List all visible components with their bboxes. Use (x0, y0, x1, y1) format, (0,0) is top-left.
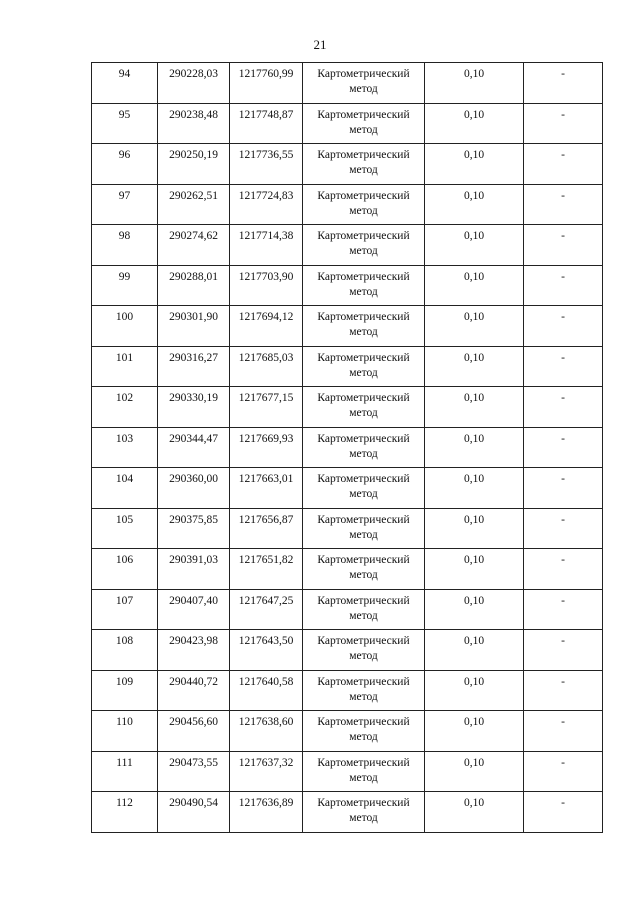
method-cell (303, 144, 425, 185)
table-row (92, 711, 603, 752)
note-cell (524, 184, 603, 225)
note: - (561, 756, 565, 769)
coordinate-y: 1217669,93 (238, 432, 294, 445)
method-line-1: Картометрический (317, 108, 410, 121)
table-row (92, 549, 603, 590)
coordinate-x: 290440,72 (169, 675, 218, 688)
table-row (92, 427, 603, 468)
coordinate-y: 1217636,89 (238, 797, 294, 809)
method-line-2: метод (349, 771, 378, 784)
accuracy: 0,10 (463, 311, 485, 323)
coordinate-x: 290344,47 (169, 432, 218, 445)
accuracy-cell (425, 427, 524, 468)
coordinate-y-cell (230, 508, 303, 549)
coordinate-y: 1217724,83 (238, 189, 294, 202)
coordinate-y: 1217714,38 (238, 230, 294, 242)
coordinate-y-cell (230, 792, 303, 833)
coordinate-x: 290262,51 (169, 189, 218, 202)
accuracy-cell (425, 711, 524, 752)
table-row (92, 346, 603, 387)
method-cell (303, 184, 425, 225)
accuracy: 0,10 (463, 270, 485, 283)
coordinate-y-cell (230, 63, 303, 104)
point-number: 104 (115, 473, 134, 485)
coordinates-table-body (92, 63, 603, 833)
coordinate-y-cell (230, 387, 303, 428)
method-line-1: Картометрический (317, 797, 410, 809)
method-cell (303, 225, 425, 266)
table-row (92, 468, 603, 509)
note-cell (524, 306, 603, 347)
method-line-1: Картометрический (317, 554, 410, 566)
table-row (92, 103, 603, 144)
method-cell (303, 549, 425, 590)
accuracy-cell (425, 265, 524, 306)
note: - (561, 797, 565, 809)
point-number-cell (92, 103, 158, 144)
coordinate-y-cell (230, 225, 303, 266)
point-number: 96 (118, 149, 131, 161)
method-cell (303, 265, 425, 306)
method-text (303, 509, 424, 543)
coordinate-y: 1217677,15 (238, 392, 294, 404)
note-cell (524, 63, 603, 104)
coordinate-x-cell (158, 225, 230, 266)
coordinate-y-cell (230, 468, 303, 509)
coordinate-y: 1217736,55 (238, 149, 294, 161)
point-number: 105 (115, 513, 134, 526)
method-text (303, 468, 424, 502)
point-number: 103 (115, 432, 134, 445)
method-line-2: метод (349, 285, 378, 298)
method-line-2: метод (349, 569, 378, 581)
accuracy: 0,10 (463, 675, 485, 688)
point-number: 106 (115, 554, 134, 566)
method-text (303, 590, 424, 624)
method-line-2: метод (349, 204, 378, 217)
method-line-2: метод (349, 164, 378, 176)
coordinate-x: 290250,19 (169, 149, 218, 161)
coordinate-x-cell (158, 468, 230, 509)
method-line-1: Картометрический (317, 230, 410, 242)
note-cell (524, 468, 603, 509)
point-number: 108 (115, 635, 134, 647)
method-cell (303, 346, 425, 387)
coordinate-y: 1217640,58 (238, 675, 294, 688)
accuracy: 0,10 (463, 473, 485, 485)
point-number-cell (92, 225, 158, 266)
accuracy: 0,10 (463, 108, 485, 121)
point-number: 110 (116, 716, 133, 728)
note: - (561, 189, 565, 202)
table-row (92, 751, 603, 792)
point-number: 107 (115, 594, 134, 607)
accuracy: 0,10 (463, 432, 485, 445)
accuracy-cell (425, 589, 524, 630)
point-number: 95 (118, 108, 131, 121)
accuracy-cell (425, 63, 524, 104)
coordinate-y-cell (230, 306, 303, 347)
coordinate-x: 290473,55 (169, 756, 218, 769)
method-line-1: Картометрический (317, 513, 410, 526)
note-cell (524, 751, 603, 792)
coordinate-x-cell (158, 427, 230, 468)
method-cell (303, 711, 425, 752)
method-text (303, 63, 424, 97)
coordinate-y: 1217663,01 (238, 473, 294, 485)
method-line-1: Картометрический (317, 270, 410, 283)
accuracy-cell (425, 306, 524, 347)
point-number: 102 (115, 392, 134, 404)
accuracy: 0,10 (463, 554, 485, 566)
note-cell (524, 589, 603, 630)
coordinate-y: 1217647,25 (238, 594, 294, 607)
table-row (92, 508, 603, 549)
method-cell (303, 427, 425, 468)
method-line-1: Картометрический (317, 311, 410, 323)
point-number-cell (92, 387, 158, 428)
method-text (303, 630, 424, 664)
point-number-cell (92, 265, 158, 306)
note-cell (524, 346, 603, 387)
coordinate-y-cell (230, 630, 303, 671)
note-cell (524, 103, 603, 144)
method-text (303, 549, 424, 583)
method-line-2: метод (349, 528, 378, 541)
coordinate-y: 1217651,82 (238, 554, 294, 566)
accuracy-cell (425, 468, 524, 509)
method-line-2: метод (349, 123, 378, 136)
table-row (92, 225, 603, 266)
note: - (561, 230, 565, 242)
table-row (92, 670, 603, 711)
table-row (92, 184, 603, 225)
coordinate-y: 1217703,90 (238, 270, 294, 283)
method-line-2: метод (349, 609, 378, 622)
method-text (303, 185, 424, 219)
coordinate-y: 1217638,60 (238, 716, 294, 728)
coordinate-x: 290316,27 (169, 351, 218, 364)
method-cell (303, 387, 425, 428)
accuracy: 0,10 (463, 392, 485, 404)
method-text (303, 144, 424, 178)
coordinate-x-cell (158, 751, 230, 792)
method-text (303, 711, 424, 745)
point-number-cell (92, 508, 158, 549)
accuracy: 0,10 (463, 797, 485, 809)
point-number: 94 (118, 68, 131, 80)
coordinate-y-cell (230, 103, 303, 144)
note: - (561, 149, 565, 161)
method-cell (303, 589, 425, 630)
coordinate-x-cell (158, 508, 230, 549)
method-line-2: метод (349, 690, 378, 703)
coordinate-x: 290456,60 (169, 716, 218, 728)
note-cell (524, 427, 603, 468)
point-number-cell (92, 468, 158, 509)
method-text (303, 792, 424, 826)
accuracy: 0,10 (463, 230, 485, 242)
note: - (561, 351, 565, 364)
point-number: 100 (115, 311, 134, 323)
accuracy: 0,10 (463, 716, 485, 728)
table-row (92, 144, 603, 185)
accuracy-cell (425, 670, 524, 711)
coordinate-y: 1217748,87 (238, 108, 294, 121)
method-line-1: Картометрический (317, 351, 410, 364)
table-row (92, 63, 603, 104)
method-line-1: Картометрический (317, 594, 410, 607)
coordinate-x-cell (158, 63, 230, 104)
table-row (92, 265, 603, 306)
accuracy: 0,10 (463, 513, 485, 526)
coordinate-y-cell (230, 751, 303, 792)
accuracy-cell (425, 225, 524, 266)
coordinates-table (91, 62, 603, 833)
accuracy: 0,10 (463, 68, 485, 80)
coordinate-x: 290301,90 (169, 311, 218, 323)
coordinate-x-cell (158, 670, 230, 711)
method-line-2: метод (349, 447, 378, 460)
coordinate-x-cell (158, 144, 230, 185)
coordinate-x: 290423,98 (169, 635, 218, 647)
note: - (561, 635, 565, 647)
note: - (561, 108, 565, 121)
coordinate-x-cell (158, 265, 230, 306)
method-text (303, 104, 424, 138)
coordinate-y: 1217685,03 (238, 351, 294, 364)
method-line-2: метод (349, 245, 378, 257)
note-cell (524, 225, 603, 266)
method-line-2: метод (349, 326, 378, 338)
point-number-cell (92, 427, 158, 468)
method-line-2: метод (349, 83, 378, 95)
note-cell (524, 792, 603, 833)
coordinate-y-cell (230, 184, 303, 225)
note-cell (524, 265, 603, 306)
coordinate-x-cell (158, 346, 230, 387)
accuracy-cell (425, 103, 524, 144)
method-cell (303, 63, 425, 104)
point-number-cell (92, 144, 158, 185)
method-line-2: метод (349, 366, 378, 379)
point-number: 101 (115, 351, 134, 364)
method-text (303, 266, 424, 300)
accuracy: 0,10 (463, 189, 485, 202)
accuracy-cell (425, 549, 524, 590)
coordinate-x: 290330,19 (169, 392, 218, 404)
note: - (561, 68, 565, 80)
note-cell (524, 549, 603, 590)
point-number-cell (92, 184, 158, 225)
coordinate-x: 290490,54 (169, 797, 218, 809)
method-line-1: Картометрический (317, 432, 410, 445)
point-number-cell (92, 751, 158, 792)
point-number: 111 (116, 756, 133, 769)
coordinate-y-cell (230, 427, 303, 468)
point-number-cell (92, 711, 158, 752)
method-text (303, 387, 424, 421)
method-text (303, 306, 424, 340)
coordinate-y-cell (230, 549, 303, 590)
coordinate-x-cell (158, 387, 230, 428)
coordinate-x-cell (158, 306, 230, 347)
coordinate-y: 1217760,99 (238, 68, 294, 80)
accuracy: 0,10 (463, 594, 485, 607)
method-text (303, 671, 424, 705)
coordinate-x-cell (158, 630, 230, 671)
method-line-2: метод (349, 488, 378, 500)
method-line-1: Картометрический (317, 149, 410, 161)
note: - (561, 675, 565, 688)
accuracy-cell (425, 346, 524, 387)
coordinate-y-cell (230, 589, 303, 630)
coordinate-x: 290375,85 (169, 513, 218, 526)
method-text (303, 225, 424, 259)
coordinate-x: 290407,40 (169, 594, 218, 607)
method-line-1: Картометрический (317, 473, 410, 485)
accuracy-cell (425, 184, 524, 225)
method-text (303, 428, 424, 462)
coordinate-y: 1217637,32 (238, 756, 294, 769)
coordinate-y-cell (230, 670, 303, 711)
coordinate-x: 290360,00 (169, 473, 218, 485)
accuracy-cell (425, 751, 524, 792)
note-cell (524, 711, 603, 752)
method-cell (303, 103, 425, 144)
method-cell (303, 468, 425, 509)
method-cell (303, 306, 425, 347)
note-cell (524, 508, 603, 549)
table-row (92, 589, 603, 630)
table-row (92, 792, 603, 833)
coordinate-y: 1217694,12 (238, 311, 294, 323)
note: - (561, 716, 565, 728)
point-number-cell (92, 792, 158, 833)
note-cell (524, 630, 603, 671)
coordinate-y-cell (230, 144, 303, 185)
coordinate-x-cell (158, 184, 230, 225)
accuracy-cell (425, 144, 524, 185)
method-cell (303, 792, 425, 833)
method-line-1: Картометрический (317, 392, 410, 404)
point-number-cell (92, 589, 158, 630)
coordinate-x-cell (158, 103, 230, 144)
coordinate-x: 290288,01 (169, 270, 218, 283)
note: - (561, 432, 565, 445)
method-cell (303, 751, 425, 792)
point-number: 98 (118, 230, 131, 242)
accuracy: 0,10 (463, 635, 485, 647)
method-cell (303, 630, 425, 671)
coordinate-x: 290274,62 (169, 230, 218, 242)
accuracy: 0,10 (463, 149, 485, 161)
note-cell (524, 670, 603, 711)
point-number: 99 (118, 270, 131, 283)
method-line-1: Картометрический (317, 675, 410, 688)
accuracy-cell (425, 630, 524, 671)
point-number-cell (92, 346, 158, 387)
point-number-cell (92, 630, 158, 671)
coordinate-y: 1217656,87 (238, 513, 294, 526)
method-line-1: Картометрический (317, 635, 410, 647)
note: - (561, 473, 565, 485)
accuracy-cell (425, 387, 524, 428)
coordinate-x: 290238,48 (169, 108, 218, 121)
note: - (561, 311, 565, 323)
method-cell (303, 670, 425, 711)
note: - (561, 554, 565, 566)
coordinate-x: 290391,03 (169, 554, 218, 566)
coordinate-x-cell (158, 711, 230, 752)
note: - (561, 392, 565, 404)
method-line-1: Картометрический (317, 189, 410, 202)
method-line-2: метод (349, 407, 378, 419)
coordinate-x-cell (158, 589, 230, 630)
method-line-1: Картометрический (317, 716, 410, 728)
method-line-2: метод (349, 731, 378, 743)
table-row (92, 387, 603, 428)
point-number-cell (92, 670, 158, 711)
coordinate-x-cell (158, 549, 230, 590)
method-line-1: Картометрический (317, 756, 410, 769)
note: - (561, 513, 565, 526)
coordinate-y-cell (230, 711, 303, 752)
note-cell (524, 387, 603, 428)
method-line-2: метод (349, 650, 378, 662)
point-number-cell (92, 306, 158, 347)
note: - (561, 594, 565, 607)
accuracy-cell (425, 792, 524, 833)
accuracy: 0,10 (463, 351, 485, 364)
coordinate-y-cell (230, 346, 303, 387)
page-number: 21 (313, 37, 327, 52)
accuracy: 0,10 (463, 756, 485, 769)
note-cell (524, 144, 603, 185)
coordinate-x: 290228,03 (169, 68, 218, 80)
table-row (92, 630, 603, 671)
point-number: 112 (116, 797, 133, 809)
point-number: 97 (118, 189, 131, 202)
point-number-cell (92, 549, 158, 590)
table-row (92, 306, 603, 347)
coordinate-x-cell (158, 792, 230, 833)
coordinate-y-cell (230, 265, 303, 306)
method-text (303, 752, 424, 786)
coordinate-y: 1217643,50 (238, 635, 294, 647)
method-line-2: метод (349, 812, 378, 824)
accuracy-cell (425, 508, 524, 549)
method-cell (303, 508, 425, 549)
method-text (303, 347, 424, 381)
point-number-cell (92, 63, 158, 104)
point-number: 109 (115, 675, 134, 688)
method-line-1: Картометрический (317, 68, 410, 80)
note: - (561, 270, 565, 283)
